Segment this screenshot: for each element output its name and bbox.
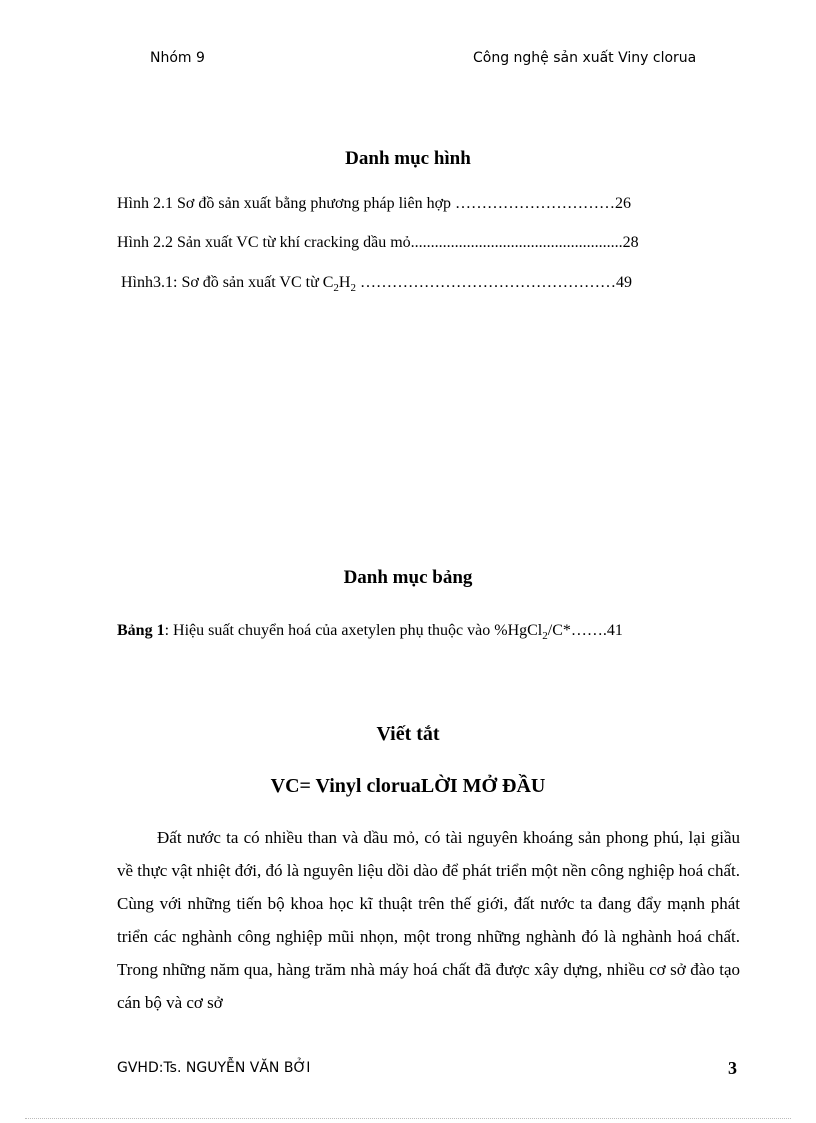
table-entry[interactable] — [117, 622, 623, 642]
table-entry-label-bold: Bảng 1 — [117, 622, 165, 639]
figure-entry[interactable] — [117, 234, 639, 252]
intro-paragraph: Đất nước ta có nhiều than và dầu mỏ, có tài nguyên khoáng sản phong phú, lại giầu về thực vật nhiệt đới, đó là nguyên liệu dồi dào để phát triển một nền công nghiệp hoá chất. Cùng với những tiến bộ khoa học kĩ thuật trên thế giới, đất nước ta đang đẩy mạnh phát triển các nghành công nghiệp mũi nhọn, một trong những nghành đó là nghành hoá chất. Trong những năm qua, hàng trăm nhà máy hoá chất đã được xây dựng, nhiều cơ sở đào tạo cán bộ và cơ sở — [117, 828, 740, 1012]
figure-entry-label: Hình3.1: Sơ đồ sản xuất VC từ C — [121, 274, 334, 291]
subscript: 2 — [333, 282, 339, 295]
header-document-title: Công nghệ sản xuất Viny clorua — [473, 50, 697, 66]
tables-list-title: Danh mục bảng — [343, 567, 473, 588]
figure-entry-page: 26 — [615, 195, 632, 212]
footer-advisor: GVHD:Ts. NGUYỄN VĂN BỞI — [117, 1060, 311, 1076]
figure-entry-label: Hình 2.2 Sản xuất VC từ khí cracking dầu mỏ..................................................... — [117, 234, 623, 251]
figure-entry-page: 28 — [622, 234, 639, 251]
figure-entry-page: 49 — [615, 274, 632, 291]
figure-entry[interactable] — [121, 274, 632, 294]
subscript: 2 — [350, 282, 356, 295]
page-edge-divider — [25, 1118, 791, 1119]
abbreviations-title: Viết tắt — [376, 723, 440, 745]
figures-list-title: Danh mục hình — [345, 148, 471, 169]
table-entry-label: : Hiệu suất chuyển hoá của axetylen phụ thuộc vào %HgCl — [164, 622, 543, 639]
abbreviation-line: VC= Vinyl cloruaLỜI MỞ ĐẦU — [270, 775, 546, 797]
figure-entry-dots: ………………………………………… — [355, 274, 616, 291]
table-entry-tail: /C*……. — [547, 622, 607, 639]
figure-entry-label-mid: H — [338, 274, 351, 291]
figure-entry-label: Hình 2.1 Sơ đồ sản xuất bằng phương pháp liên hợp ………………………… — [117, 195, 616, 212]
page-number: 3 — [728, 1058, 737, 1078]
table-entry-page: 41 — [606, 622, 623, 639]
subscript: 2 — [542, 630, 548, 643]
header-group-label: Nhóm 9 — [150, 50, 205, 66]
figure-entry[interactable] — [117, 195, 631, 213]
intro-body — [117, 821, 740, 1019]
